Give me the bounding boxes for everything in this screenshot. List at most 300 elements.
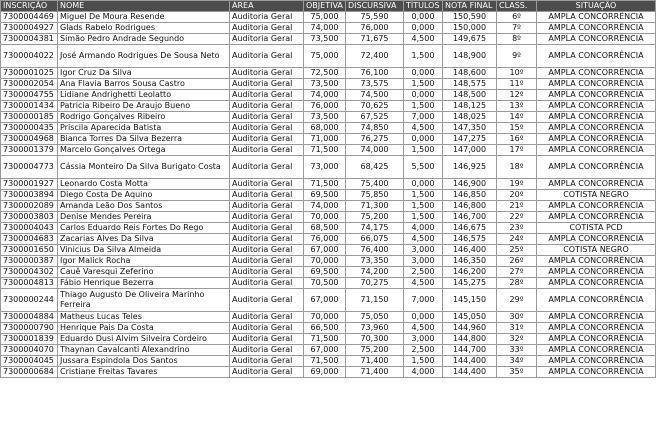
cell-nota-final: 150,000 bbox=[443, 23, 497, 34]
cell-area: Auditoria Geral bbox=[230, 223, 304, 234]
cell-class: 34º bbox=[497, 356, 537, 367]
cell-class: 6º bbox=[497, 12, 537, 23]
cell-inscricao: 7300004813 bbox=[1, 278, 58, 289]
cell-situacao: AMPLA CONCORRÊNCIA bbox=[537, 212, 656, 223]
cell-nome: Vinicius Da Silva Almeida bbox=[58, 245, 230, 256]
cell-situacao: AMPLA CONCORRÊNCIA bbox=[537, 34, 656, 45]
cell-situacao: AMPLA CONCORRÊNCIA bbox=[537, 234, 656, 245]
cell-nota-final: 146,675 bbox=[443, 223, 497, 234]
cell-nota-final: 146,200 bbox=[443, 267, 497, 278]
cell-situacao: AMPLA CONCORRÊNCIA bbox=[537, 256, 656, 267]
cell-discursiva: 72,400 bbox=[346, 45, 404, 68]
cell-nota-final: 148,900 bbox=[443, 45, 497, 68]
cell-situacao: COTISTA PCD bbox=[537, 223, 656, 234]
cell-nota-final: 146,400 bbox=[443, 245, 497, 256]
cell-titulos: 4,500 bbox=[404, 34, 443, 45]
cell-objetiva: 70,000 bbox=[304, 312, 346, 323]
table-row bbox=[1, 12, 656, 23]
cell-class: 23º bbox=[497, 223, 537, 234]
cell-situacao: AMPLA CONCORRÊNCIA bbox=[537, 323, 656, 334]
cell-class: 29º bbox=[497, 289, 537, 312]
cell-inscricao: 7300004927 bbox=[1, 23, 58, 34]
cell-nome: Patricia Ribeiro De Araujo Bueno bbox=[58, 101, 230, 112]
cell-inscricao: 7300004070 bbox=[1, 345, 58, 356]
cell-area: Auditoria Geral bbox=[230, 323, 304, 334]
cell-inscricao: 7300001927 bbox=[1, 179, 58, 190]
cell-titulos: 1,500 bbox=[404, 45, 443, 68]
cell-titulos: 0,000 bbox=[404, 179, 443, 190]
cell-area: Auditoria Geral bbox=[230, 356, 304, 367]
cell-objetiva: 76,000 bbox=[304, 101, 346, 112]
cell-nota-final: 144,700 bbox=[443, 345, 497, 356]
table-row bbox=[1, 134, 656, 145]
table-row bbox=[1, 179, 656, 190]
cell-class: 18º bbox=[497, 156, 537, 179]
cell-nome: Cauê Varesqui Zeferino bbox=[58, 267, 230, 278]
cell-situacao: AMPLA CONCORRÊNCIA bbox=[537, 345, 656, 356]
cell-class: 13º bbox=[497, 101, 537, 112]
cell-inscricao: 7300004884 bbox=[1, 312, 58, 323]
cell-class: 30º bbox=[497, 312, 537, 323]
cell-inscricao: 7300004968 bbox=[1, 134, 58, 145]
cell-area: Auditoria Geral bbox=[230, 312, 304, 323]
cell-class: 14º bbox=[497, 112, 537, 123]
cell-area: Auditoria Geral bbox=[230, 12, 304, 23]
cell-situacao: AMPLA CONCORRÊNCIA bbox=[537, 101, 656, 112]
table-row bbox=[1, 201, 656, 212]
cell-nota-final: 146,350 bbox=[443, 256, 497, 267]
cell-situacao: AMPLA CONCORRÊNCIA bbox=[537, 112, 656, 123]
cell-nota-final: 145,050 bbox=[443, 312, 497, 323]
cell-situacao: AMPLA CONCORRÊNCIA bbox=[537, 278, 656, 289]
cell-discursiva: 76,275 bbox=[346, 134, 404, 145]
cell-objetiva: 72,500 bbox=[304, 68, 346, 79]
cell-discursiva: 70,300 bbox=[346, 334, 404, 345]
table-row bbox=[1, 68, 656, 79]
cell-nota-final: 146,800 bbox=[443, 201, 497, 212]
cell-titulos: 2,500 bbox=[404, 267, 443, 278]
cell-situacao: COTISTA NEGRO bbox=[537, 245, 656, 256]
cell-discursiva: 71,300 bbox=[346, 201, 404, 212]
cell-titulos: 3,000 bbox=[404, 256, 443, 267]
cell-situacao: AMPLA CONCORRÊNCIA bbox=[537, 267, 656, 278]
cell-discursiva: 75,200 bbox=[346, 212, 404, 223]
cell-area: Auditoria Geral bbox=[230, 134, 304, 145]
cell-area: Auditoria Geral bbox=[230, 34, 304, 45]
cell-nota-final: 144,400 bbox=[443, 367, 497, 378]
cell-class: 25º bbox=[497, 245, 537, 256]
cell-inscricao: 7300004755 bbox=[1, 90, 58, 101]
cell-inscricao: 7300000684 bbox=[1, 367, 58, 378]
cell-area: Auditoria Geral bbox=[230, 334, 304, 345]
cell-titulos: 3,000 bbox=[404, 334, 443, 345]
cell-objetiva: 69,500 bbox=[304, 190, 346, 201]
cell-situacao: AMPLA CONCORRÊNCIA bbox=[537, 68, 656, 79]
cell-area: Auditoria Geral bbox=[230, 234, 304, 245]
cell-discursiva: 75,590 bbox=[346, 12, 404, 23]
cell-area: Auditoria Geral bbox=[230, 190, 304, 201]
cell-class: 24º bbox=[497, 234, 537, 245]
cell-objetiva: 73,000 bbox=[304, 156, 346, 179]
table-row bbox=[1, 90, 656, 101]
cell-objetiva: 70,500 bbox=[304, 278, 346, 289]
cell-inscricao: 7300001379 bbox=[1, 145, 58, 156]
cell-nome: Jussara Espindola Dos Santos bbox=[58, 356, 230, 367]
cell-objetiva: 71,500 bbox=[304, 179, 346, 190]
cell-nota-final: 148,500 bbox=[443, 90, 497, 101]
cell-class: 20º bbox=[497, 190, 537, 201]
cell-inscricao: 7300004045 bbox=[1, 356, 58, 367]
cell-titulos: 1,500 bbox=[404, 79, 443, 90]
header-discursiva: DISCURSIVA bbox=[346, 1, 404, 12]
cell-nome: Rodrigo Gonçalves Ribeiro bbox=[58, 112, 230, 123]
cell-inscricao: 7300002089 bbox=[1, 201, 58, 212]
cell-inscricao: 7300000387 bbox=[1, 256, 58, 267]
cell-class: 15º bbox=[497, 123, 537, 134]
cell-class: 17º bbox=[497, 145, 537, 156]
header-inscricao: INSCRIÇÃO bbox=[1, 1, 58, 12]
cell-nome: Fábio Henrique Bezerra bbox=[58, 278, 230, 289]
cell-nome: Amanda Leão Dos Santos bbox=[58, 201, 230, 212]
cell-inscricao: 7300000185 bbox=[1, 112, 58, 123]
table-row bbox=[1, 289, 656, 312]
cell-titulos: 2,500 bbox=[404, 345, 443, 356]
cell-area: Auditoria Geral bbox=[230, 256, 304, 267]
cell-discursiva: 67,525 bbox=[346, 112, 404, 123]
header-situacao: SITUAÇÃO bbox=[537, 1, 656, 12]
cell-titulos: 0,000 bbox=[404, 23, 443, 34]
cell-titulos: 1,500 bbox=[404, 212, 443, 223]
cell-nota-final: 147,275 bbox=[443, 134, 497, 145]
cell-class: 9º bbox=[497, 45, 537, 68]
cell-nota-final: 150,590 bbox=[443, 12, 497, 23]
cell-situacao: AMPLA CONCORRÊNCIA bbox=[537, 179, 656, 190]
cell-nota-final: 145,150 bbox=[443, 289, 497, 312]
table-body bbox=[1, 12, 656, 378]
cell-objetiva: 71,500 bbox=[304, 356, 346, 367]
cell-area: Auditoria Geral bbox=[230, 289, 304, 312]
cell-discursiva: 68,425 bbox=[346, 156, 404, 179]
cell-situacao: AMPLA CONCORRÊNCIA bbox=[537, 289, 656, 312]
cell-nome: Ana Flavia Barros Sousa Castro bbox=[58, 79, 230, 90]
cell-nome: José Armando Rodrigues De Sousa Neto bbox=[58, 45, 230, 68]
cell-objetiva: 74,000 bbox=[304, 90, 346, 101]
cell-nome: Simão Pedro Andrade Segundo bbox=[58, 34, 230, 45]
cell-class: 12º bbox=[497, 90, 537, 101]
cell-objetiva: 75,000 bbox=[304, 45, 346, 68]
cell-titulos: 0,000 bbox=[404, 90, 443, 101]
cell-objetiva: 76,000 bbox=[304, 234, 346, 245]
cell-class: 27º bbox=[497, 267, 537, 278]
cell-objetiva: 71,500 bbox=[304, 334, 346, 345]
header-area: ÁREA bbox=[230, 1, 304, 12]
cell-inscricao: 7300003803 bbox=[1, 212, 58, 223]
table-row bbox=[1, 23, 656, 34]
cell-nota-final: 147,350 bbox=[443, 123, 497, 134]
cell-inscricao: 7300001650 bbox=[1, 245, 58, 256]
cell-area: Auditoria Geral bbox=[230, 145, 304, 156]
cell-nome: Igor Malick Rocha bbox=[58, 256, 230, 267]
cell-area: Auditoria Geral bbox=[230, 278, 304, 289]
cell-nota-final: 144,960 bbox=[443, 323, 497, 334]
cell-inscricao: 7300000435 bbox=[1, 123, 58, 134]
cell-inscricao: 7300004302 bbox=[1, 267, 58, 278]
cell-objetiva: 68,500 bbox=[304, 223, 346, 234]
cell-situacao: AMPLA CONCORRÊNCIA bbox=[537, 312, 656, 323]
table-row bbox=[1, 212, 656, 223]
cell-discursiva: 74,000 bbox=[346, 145, 404, 156]
header-nome: NOME bbox=[58, 1, 230, 12]
cell-discursiva: 75,050 bbox=[346, 312, 404, 323]
cell-objetiva: 67,000 bbox=[304, 245, 346, 256]
cell-titulos: 4,500 bbox=[404, 234, 443, 245]
cell-nota-final: 146,575 bbox=[443, 234, 497, 245]
table-row bbox=[1, 334, 656, 345]
table-row bbox=[1, 79, 656, 90]
cell-nota-final: 144,400 bbox=[443, 356, 497, 367]
table-row bbox=[1, 190, 656, 201]
cell-discursiva: 74,850 bbox=[346, 123, 404, 134]
cell-class: 11º bbox=[497, 79, 537, 90]
cell-discursiva: 73,960 bbox=[346, 323, 404, 334]
cell-titulos: 4,500 bbox=[404, 323, 443, 334]
header-objetiva: OBJETIVA bbox=[304, 1, 346, 12]
cell-objetiva: 67,000 bbox=[304, 345, 346, 356]
table-row bbox=[1, 223, 656, 234]
cell-nome: Thaynan Cavalcanti Alexandrino bbox=[58, 345, 230, 356]
cell-inscricao: 7300004773 bbox=[1, 156, 58, 179]
table-row bbox=[1, 356, 656, 367]
cell-nota-final: 148,575 bbox=[443, 79, 497, 90]
cell-area: Auditoria Geral bbox=[230, 112, 304, 123]
cell-objetiva: 67,000 bbox=[304, 289, 346, 312]
table-row bbox=[1, 278, 656, 289]
cell-situacao: AMPLA CONCORRÊNCIA bbox=[537, 123, 656, 134]
cell-discursiva: 71,400 bbox=[346, 367, 404, 378]
cell-discursiva: 75,850 bbox=[346, 190, 404, 201]
cell-nome: Glads Rabelo Rodrigues bbox=[58, 23, 230, 34]
cell-class: 26º bbox=[497, 256, 537, 267]
cell-discursiva: 74,500 bbox=[346, 90, 404, 101]
cell-nome: Matheus Lucas Teles bbox=[58, 312, 230, 323]
cell-objetiva: 70,000 bbox=[304, 256, 346, 267]
cell-titulos: 1,500 bbox=[404, 101, 443, 112]
cell-situacao: AMPLA CONCORRÊNCIA bbox=[537, 156, 656, 179]
table-row bbox=[1, 123, 656, 134]
cell-titulos: 4,000 bbox=[404, 367, 443, 378]
cell-objetiva: 73,500 bbox=[304, 34, 346, 45]
cell-objetiva: 66,500 bbox=[304, 323, 346, 334]
cell-situacao: AMPLA CONCORRÊNCIA bbox=[537, 90, 656, 101]
table-row bbox=[1, 145, 656, 156]
cell-class: 28º bbox=[497, 278, 537, 289]
cell-class: 21º bbox=[497, 201, 537, 212]
cell-situacao: AMPLA CONCORRÊNCIA bbox=[537, 201, 656, 212]
cell-nome: Leonardo Costa Motta bbox=[58, 179, 230, 190]
cell-titulos: 3,000 bbox=[404, 245, 443, 256]
cell-area: Auditoria Geral bbox=[230, 123, 304, 134]
cell-titulos: 7,000 bbox=[404, 289, 443, 312]
cell-area: Auditoria Geral bbox=[230, 345, 304, 356]
cell-inscricao: 7300001839 bbox=[1, 334, 58, 345]
cell-nome: Zacarias Alves Da Silva bbox=[58, 234, 230, 245]
header-row bbox=[1, 1, 656, 12]
cell-objetiva: 71,000 bbox=[304, 134, 346, 145]
cell-nota-final: 148,600 bbox=[443, 68, 497, 79]
cell-titulos: 0,000 bbox=[404, 68, 443, 79]
cell-discursiva: 70,625 bbox=[346, 101, 404, 112]
cell-discursiva: 76,100 bbox=[346, 68, 404, 79]
cell-situacao: AMPLA CONCORRÊNCIA bbox=[537, 134, 656, 145]
cell-area: Auditoria Geral bbox=[230, 101, 304, 112]
cell-nota-final: 146,700 bbox=[443, 212, 497, 223]
cell-titulos: 0,000 bbox=[404, 312, 443, 323]
cell-discursiva: 73,575 bbox=[346, 79, 404, 90]
cell-inscricao: 7300004381 bbox=[1, 34, 58, 45]
table-row bbox=[1, 234, 656, 245]
cell-nome: Priscila Aparecida Batista bbox=[58, 123, 230, 134]
cell-nome: Denise Mendes Pereira bbox=[58, 212, 230, 223]
cell-class: 8º bbox=[497, 34, 537, 45]
cell-nome: Eduardo Dusi Alvim Silveira Cordeiro bbox=[58, 334, 230, 345]
cell-objetiva: 73,500 bbox=[304, 79, 346, 90]
cell-situacao: AMPLA CONCORRÊNCIA bbox=[537, 334, 656, 345]
cell-objetiva: 69,500 bbox=[304, 267, 346, 278]
cell-inscricao: 7300004043 bbox=[1, 223, 58, 234]
cell-area: Auditoria Geral bbox=[230, 90, 304, 101]
cell-nome: Henrique Pais Da Costa bbox=[58, 323, 230, 334]
cell-situacao: AMPLA CONCORRÊNCIA bbox=[537, 45, 656, 68]
cell-titulos: 1,500 bbox=[404, 356, 443, 367]
header-class: CLASS. bbox=[497, 1, 537, 12]
cell-nome: Miguel De Moura Resende bbox=[58, 12, 230, 23]
table-row bbox=[1, 256, 656, 267]
table-row bbox=[1, 323, 656, 334]
cell-area: Auditoria Geral bbox=[230, 367, 304, 378]
cell-nome: Thiago Augusto De Oliveira Marinho Ferreira bbox=[58, 289, 230, 312]
cell-situacao: AMPLA CONCORRÊNCIA bbox=[537, 79, 656, 90]
cell-area: Auditoria Geral bbox=[230, 23, 304, 34]
cell-discursiva: 76,000 bbox=[346, 23, 404, 34]
cell-discursiva: 66,075 bbox=[346, 234, 404, 245]
cell-area: Auditoria Geral bbox=[230, 156, 304, 179]
header-nota-final: NOTA FINAL bbox=[443, 1, 497, 12]
table-row bbox=[1, 267, 656, 278]
cell-objetiva: 74,000 bbox=[304, 201, 346, 212]
cell-nome: Marcelo Gonçalves Ortega bbox=[58, 145, 230, 156]
cell-discursiva: 76,400 bbox=[346, 245, 404, 256]
cell-nome: Diego Costa De Aquino bbox=[58, 190, 230, 201]
cell-area: Auditoria Geral bbox=[230, 267, 304, 278]
cell-inscricao: 7300004469 bbox=[1, 12, 58, 23]
table-row bbox=[1, 101, 656, 112]
cell-titulos: 0,000 bbox=[404, 134, 443, 145]
cell-class: 35º bbox=[497, 367, 537, 378]
cell-situacao: AMPLA CONCORRÊNCIA bbox=[537, 356, 656, 367]
cell-class: 22º bbox=[497, 212, 537, 223]
cell-nome: Cristiane Freitas Tavares bbox=[58, 367, 230, 378]
cell-titulos: 4,500 bbox=[404, 123, 443, 134]
cell-nota-final: 149,675 bbox=[443, 34, 497, 45]
cell-inscricao: 7300001025 bbox=[1, 68, 58, 79]
cell-objetiva: 73,500 bbox=[304, 112, 346, 123]
cell-nome: Bianca Torres Da Silva Bezerra bbox=[58, 134, 230, 145]
cell-objetiva: 74,000 bbox=[304, 23, 346, 34]
cell-area: Auditoria Geral bbox=[230, 245, 304, 256]
table-row bbox=[1, 312, 656, 323]
cell-objetiva: 71,500 bbox=[304, 145, 346, 156]
cell-situacao: AMPLA CONCORRÊNCIA bbox=[537, 367, 656, 378]
cell-discursiva: 71,400 bbox=[346, 356, 404, 367]
cell-inscricao: 7300000790 bbox=[1, 323, 58, 334]
table-row bbox=[1, 34, 656, 45]
cell-inscricao: 7300004022 bbox=[1, 45, 58, 68]
cell-area: Auditoria Geral bbox=[230, 68, 304, 79]
cell-area: Auditoria Geral bbox=[230, 79, 304, 90]
cell-class: 19º bbox=[497, 179, 537, 190]
cell-class: 10º bbox=[497, 68, 537, 79]
cell-titulos: 4,500 bbox=[404, 278, 443, 289]
cell-area: Auditoria Geral bbox=[230, 45, 304, 68]
cell-discursiva: 74,200 bbox=[346, 267, 404, 278]
cell-nota-final: 145,275 bbox=[443, 278, 497, 289]
cell-situacao: AMPLA CONCORRÊNCIA bbox=[537, 145, 656, 156]
cell-objetiva: 68,000 bbox=[304, 123, 346, 134]
cell-discursiva: 71,675 bbox=[346, 34, 404, 45]
cell-titulos: 1,500 bbox=[404, 201, 443, 212]
cell-area: Auditoria Geral bbox=[230, 201, 304, 212]
cell-objetiva: 69,000 bbox=[304, 367, 346, 378]
cell-area: Auditoria Geral bbox=[230, 179, 304, 190]
cell-situacao: AMPLA CONCORRÊNCIA bbox=[537, 12, 656, 23]
cell-objetiva: 75,000 bbox=[304, 12, 346, 23]
cell-nota-final: 146,925 bbox=[443, 156, 497, 179]
cell-nome: Cássia Monteiro Da Silva Burigato Costa bbox=[58, 156, 230, 179]
table-row bbox=[1, 367, 656, 378]
cell-inscricao: 7300001434 bbox=[1, 101, 58, 112]
cell-nota-final: 148,025 bbox=[443, 112, 497, 123]
cell-discursiva: 75,200 bbox=[346, 345, 404, 356]
cell-titulos: 7,000 bbox=[404, 112, 443, 123]
cell-discursiva: 75,400 bbox=[346, 179, 404, 190]
cell-titulos: 1,500 bbox=[404, 145, 443, 156]
table-row bbox=[1, 45, 656, 68]
cell-titulos: 0,000 bbox=[404, 12, 443, 23]
cell-objetiva: 70,000 bbox=[304, 212, 346, 223]
cell-nota-final: 146,850 bbox=[443, 190, 497, 201]
table-row bbox=[1, 245, 656, 256]
cell-discursiva: 70,275 bbox=[346, 278, 404, 289]
cell-nota-final: 146,900 bbox=[443, 179, 497, 190]
cell-class: 32º bbox=[497, 334, 537, 345]
header-titulos: TÍTULOS bbox=[404, 1, 443, 12]
cell-situacao: COTISTA NEGRO bbox=[537, 190, 656, 201]
cell-nota-final: 147,000 bbox=[443, 145, 497, 156]
table-row bbox=[1, 156, 656, 179]
cell-titulos: 5,500 bbox=[404, 156, 443, 179]
cell-nota-final: 144,800 bbox=[443, 334, 497, 345]
cell-class: 31º bbox=[497, 323, 537, 334]
cell-class: 7º bbox=[497, 23, 537, 34]
cell-inscricao: 7300002054 bbox=[1, 79, 58, 90]
table-header bbox=[1, 1, 656, 12]
cell-titulos: 4,000 bbox=[404, 223, 443, 234]
cell-nome: Igor Cruz Da Silva bbox=[58, 68, 230, 79]
cell-nome: Lidiane Andrighetti Leolatto bbox=[58, 90, 230, 101]
cell-inscricao: 7300004683 bbox=[1, 234, 58, 245]
cell-area: Auditoria Geral bbox=[230, 212, 304, 223]
table-row bbox=[1, 345, 656, 356]
